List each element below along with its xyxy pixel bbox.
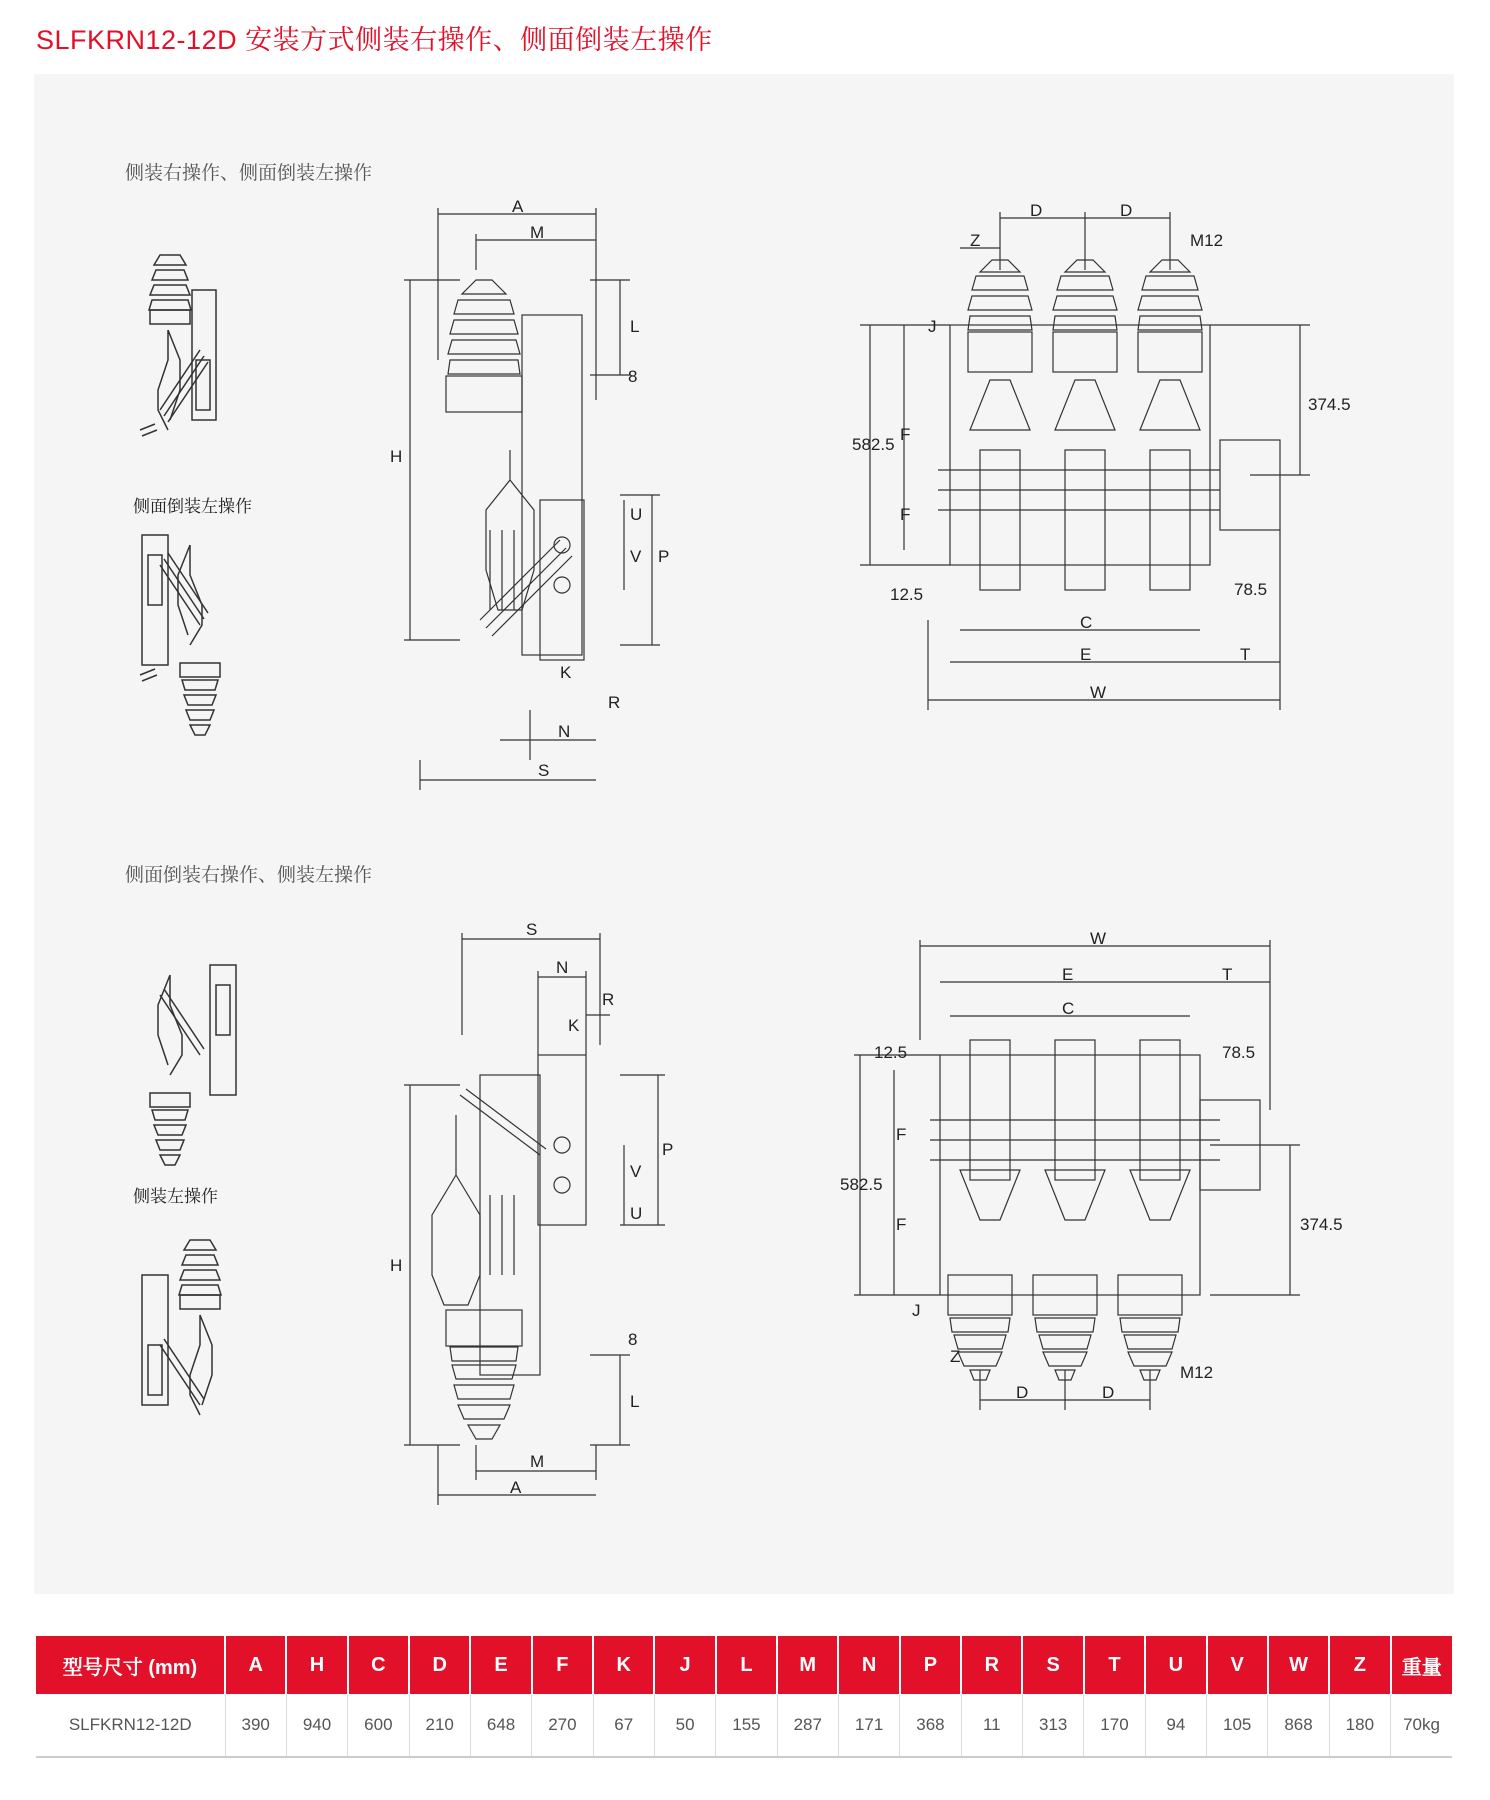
s2-dim-582: 582.5 <box>840 1175 883 1194</box>
spec-header-cell: 型号尺寸 (mm) <box>36 1636 225 1694</box>
s1-dim-P: P <box>658 547 670 566</box>
s1-dim-N: N <box>558 722 571 741</box>
spec-cell: 67 <box>593 1694 654 1757</box>
s1-dim-M12: M12 <box>1190 231 1224 250</box>
section2-thumb-caption: 侧装左操作 <box>133 1187 218 1206</box>
spec-header-cell: K <box>593 1636 654 1694</box>
spec-header-cell: V <box>1207 1636 1268 1694</box>
s2-dim-R: R <box>602 990 615 1009</box>
s1-dim-C: C <box>1080 613 1093 632</box>
spec-cell: 600 <box>348 1694 409 1757</box>
s2-dim-T: T <box>1222 965 1233 984</box>
spec-cell: 940 <box>286 1694 347 1757</box>
table-row <box>36 1694 1452 1757</box>
spec-header-cell: P <box>900 1636 961 1694</box>
spec-header-cell: L <box>716 1636 777 1694</box>
s2-dim-E: E <box>1062 965 1074 984</box>
spec-header-cell: E <box>470 1636 531 1694</box>
s2-dim-D2: D <box>1102 1383 1115 1402</box>
spec-header-cell: M <box>777 1636 838 1694</box>
s2-dim-J: J <box>912 1301 921 1320</box>
s2-dim-M: M <box>530 1452 545 1471</box>
spec-cell: 170 <box>1084 1694 1145 1757</box>
s2-dim-F2: F <box>896 1215 907 1234</box>
s1-dim-H: H <box>390 447 403 466</box>
section1-thumb-upright <box>130 240 250 460</box>
section2-thumb-upright <box>130 1225 250 1445</box>
spec-cell: 313 <box>1022 1694 1083 1757</box>
section2-thumb-inverted <box>130 955 250 1175</box>
s2-dim-H: H <box>390 1256 403 1275</box>
section1-side-view <box>390 200 690 800</box>
s2-dim-C: C <box>1062 999 1075 1018</box>
s1-dim-D1: D <box>1030 201 1043 220</box>
spec-header-cell: T <box>1084 1636 1145 1694</box>
s1-dim-785: 78.5 <box>1234 580 1268 599</box>
section1-label: 侧装右操作、侧面倒装左操作 <box>125 163 373 184</box>
section2-side-view <box>390 915 690 1515</box>
s1-dim-Z: Z <box>970 231 981 250</box>
s1-dim-E: E <box>1080 645 1092 664</box>
s2-dim-785: 78.5 <box>1222 1043 1256 1062</box>
section1-thumb-caption: 侧面倒装左操作 <box>133 497 252 516</box>
section2-label: 侧面倒装右操作、侧装左操作 <box>125 865 373 886</box>
spec-cell-model: SLFKRN12-12D <box>36 1694 225 1757</box>
s2-dim-W: W <box>1090 930 1107 948</box>
spec-cell: 105 <box>1207 1694 1268 1757</box>
s2-dim-P: P <box>662 1140 674 1159</box>
spec-header-cell: F <box>532 1636 593 1694</box>
section1-thumb-inverted <box>130 525 250 745</box>
page-title: SLFKRN12-12D 安装方式侧装右操作、侧面倒装左操作 <box>36 25 713 55</box>
s1-dim-582: 582.5 <box>852 435 895 454</box>
s1-dim-W: W <box>1090 683 1107 702</box>
spec-header-cell: H <box>286 1636 347 1694</box>
s1-dim-V: V <box>630 547 642 566</box>
spec-cell: 210 <box>409 1694 470 1757</box>
s2-dim-F1: F <box>896 1125 907 1144</box>
s2-dim-M12: M12 <box>1180 1363 1214 1382</box>
spec-cell-weight: 70kg <box>1391 1694 1452 1757</box>
section1-front-view <box>830 200 1390 800</box>
spec-header-cell: 重量 <box>1391 1636 1452 1694</box>
s2-dim-125: 12.5 <box>874 1043 908 1062</box>
s1-dim-J: J <box>928 317 937 336</box>
s2-dim-U: U <box>630 1204 643 1223</box>
spec-header-cell: J <box>654 1636 715 1694</box>
spec-header-cell: U <box>1145 1636 1206 1694</box>
s2-dim-L: L <box>630 1392 640 1411</box>
s2-dim-D1: D <box>1016 1383 1029 1402</box>
s2-dim-374: 374.5 <box>1300 1215 1343 1234</box>
spec-cell: 868 <box>1268 1694 1329 1757</box>
s2-dim-N: N <box>556 958 569 977</box>
spec-cell: 155 <box>716 1694 777 1757</box>
spec-header-cell: D <box>409 1636 470 1694</box>
spec-cell: 270 <box>532 1694 593 1757</box>
spec-cell: 171 <box>838 1694 899 1757</box>
s2-dim-V: V <box>630 1162 642 1181</box>
s1-dim-8: 8 <box>628 367 638 386</box>
s1-dim-L: L <box>630 317 640 336</box>
s2-dim-S: S <box>526 920 538 939</box>
spec-header-cell: A <box>225 1636 286 1694</box>
s1-dim-F1: F <box>900 425 911 444</box>
s1-dim-U: U <box>630 505 643 524</box>
s1-dim-R: R <box>608 693 621 712</box>
s2-dim-8: 8 <box>628 1330 638 1349</box>
s1-dim-374: 374.5 <box>1308 395 1351 414</box>
spec-cell: 50 <box>654 1694 715 1757</box>
section2-front-view <box>830 930 1390 1520</box>
s1-dim-T: T <box>1240 645 1251 664</box>
spec-cell: 287 <box>777 1694 838 1757</box>
s1-dim-D2: D <box>1120 201 1133 220</box>
s1-dim-S: S <box>538 761 550 780</box>
s1-dim-125: 12.5 <box>890 585 924 604</box>
spec-header-cell: S <box>1022 1636 1083 1694</box>
s2-dim-Z: Z <box>950 1347 961 1366</box>
spec-cell: 11 <box>961 1694 1022 1757</box>
s1-dim-A: A <box>512 200 524 216</box>
spec-header-cell: W <box>1268 1636 1329 1694</box>
spec-cell: 390 <box>225 1694 286 1757</box>
spec-header-cell: Z <box>1329 1636 1390 1694</box>
spec-cell: 368 <box>900 1694 961 1757</box>
spec-table <box>36 1636 1452 1758</box>
spec-cell: 180 <box>1329 1694 1390 1757</box>
s1-dim-M: M <box>530 223 545 242</box>
s2-dim-K: K <box>568 1016 580 1035</box>
spec-table-header-row <box>36 1636 1452 1694</box>
s1-dim-K: K <box>560 663 572 682</box>
s2-dim-A: A <box>510 1478 522 1497</box>
spec-header-cell: R <box>961 1636 1022 1694</box>
spec-cell: 94 <box>1145 1694 1206 1757</box>
spec-header-cell: N <box>838 1636 899 1694</box>
spec-cell: 648 <box>470 1694 531 1757</box>
spec-header-cell: C <box>348 1636 409 1694</box>
s1-dim-F2: F <box>900 505 911 524</box>
